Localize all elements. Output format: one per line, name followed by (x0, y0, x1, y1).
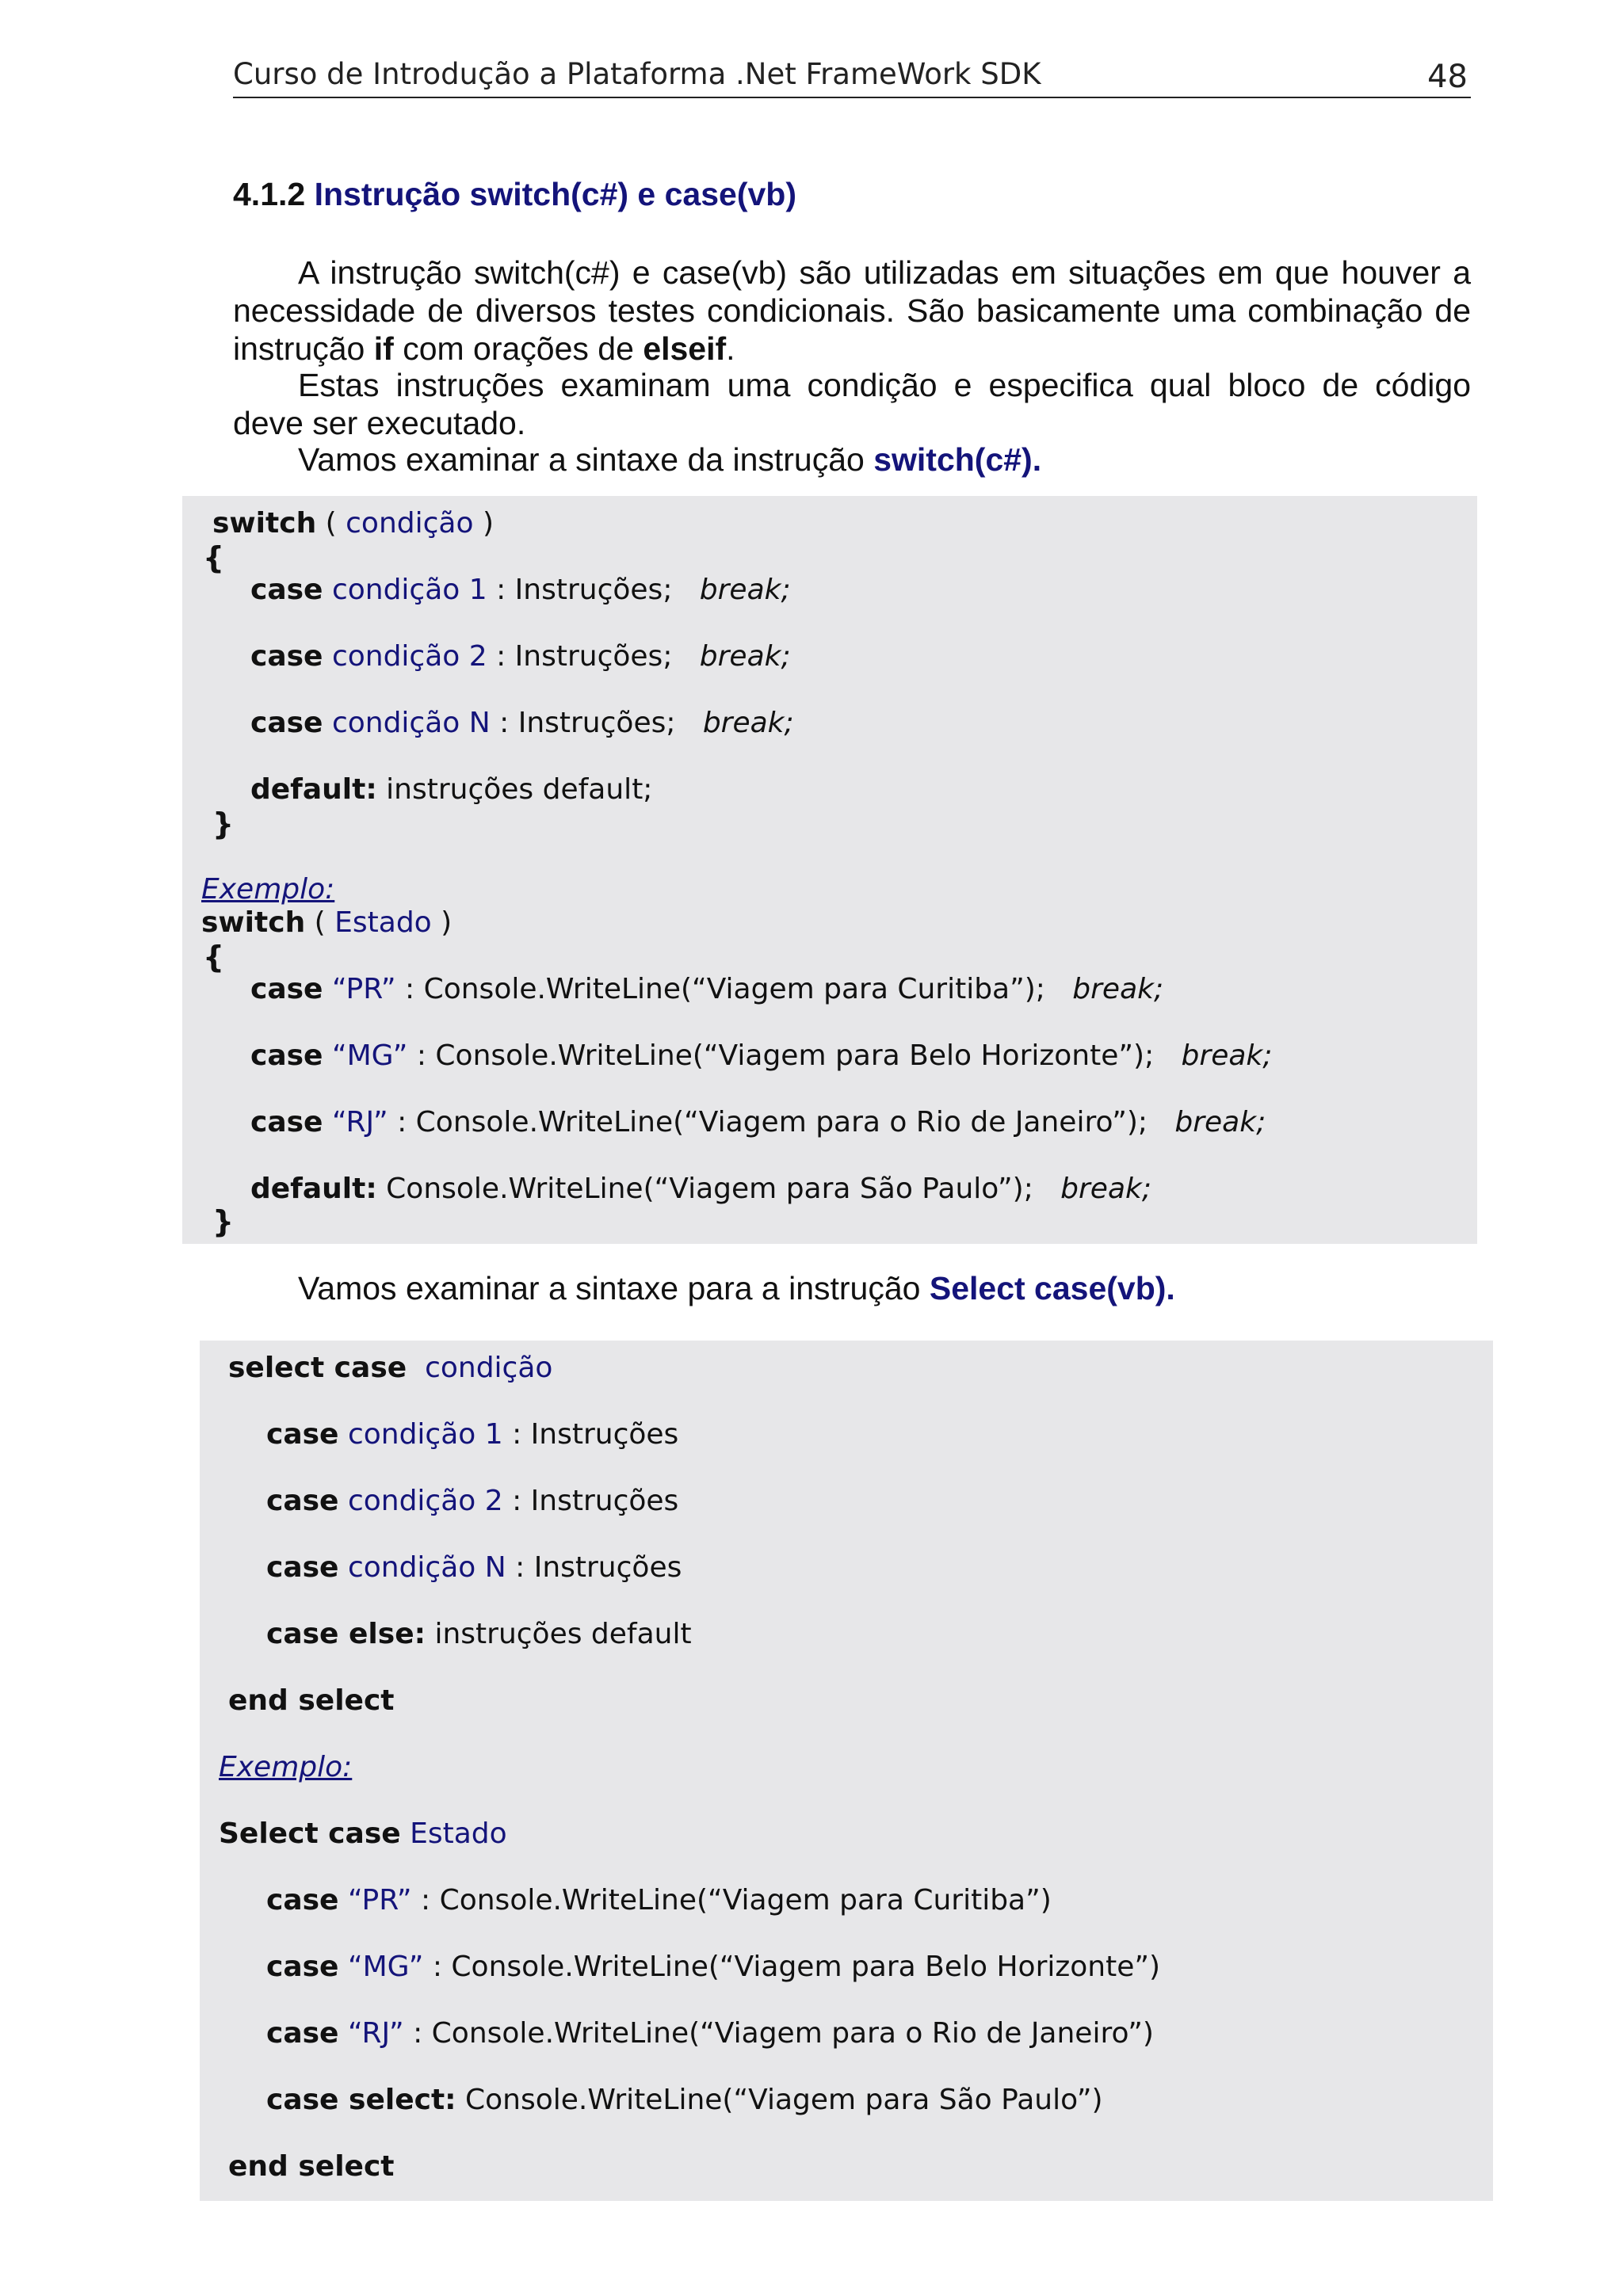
page-number: 48 (1427, 59, 1468, 95)
code-line: case “RJ” : Console.WriteLine(“Viagem para o Rio de Janeiro”) (266, 2017, 1154, 2050)
code-open-brace: { (203, 940, 225, 974)
code-line: case condição N : Instruções; break; (250, 707, 794, 739)
paragraph-vb-syntax (233, 1269, 1471, 1307)
paragraph-text: com orações de (393, 330, 643, 367)
code-line: case “PR” : Console.WriteLine(“Viagem para Curitiba”) (266, 1884, 1052, 1917)
code-line: switch ( condição ) (212, 507, 495, 540)
section-number: 4.1.2 (233, 176, 306, 212)
code-line: Select case Estado (219, 1817, 507, 1850)
code-line: case condição N : Instruções (266, 1551, 682, 1584)
code-line: default: Console.WriteLine(“Viagem para São Paulo”); break; (250, 1173, 1151, 1205)
code-line: default: instruções default; (250, 773, 653, 806)
paragraph-text: Vamos examinar a sintaxe da instrução (298, 441, 874, 478)
code-line: end select (228, 2150, 395, 2183)
keyword-if: if (373, 330, 394, 367)
code-close-brace: } (212, 1204, 235, 1239)
code-line: case condição 1 : Instruções (266, 1418, 679, 1451)
code-line: case select: Console.WriteLine(“Viagem para São Paulo”) (266, 2084, 1103, 2116)
code-line: case “RJ” : Console.WriteLine(“Viagem para o Rio de Janeiro”); break; (250, 1106, 1266, 1138)
example-label: Exemplo: (219, 1751, 353, 1783)
code-line: case condição 1 : Instruções; break; (250, 574, 791, 606)
section-title: Instrução switch(c#) e case(vb) (314, 176, 796, 212)
code-open-brace: { (203, 540, 225, 575)
paragraph-intro (233, 254, 1471, 368)
paragraph-switch-syntax (233, 441, 1471, 479)
code-line: select case condição (228, 1352, 553, 1384)
header-title: Curso de Introdução a Plataforma .Net FrameWork SDK (233, 57, 1041, 91)
paragraph-text: Vamos examinar a sintaxe para a instrução (298, 1270, 930, 1306)
code-line: switch ( Estado ) (201, 906, 453, 939)
section-heading (233, 176, 796, 213)
code-close-brace: } (212, 807, 235, 841)
example-label: Exemplo: (201, 873, 335, 906)
paragraph-text: Estas instruções examinam uma condição e especifica qual bloco de código deve ser executado. (233, 367, 1471, 441)
paragraph-text: A instrução switch(c#) e case(vb) são utilizadas em situações em que houver a necessidade de diversos testes condicionais. São basicamente uma combinação de instrução (233, 254, 1471, 367)
code-line: case condição 2 : Instruções; break; (250, 640, 791, 673)
code-line: case “MG” : Console.WriteLine(“Viagem para Belo Horizonte”); break; (250, 1039, 1273, 1072)
switch-syntax-ref: switch(c#). (873, 441, 1042, 478)
code-line: end select (228, 1684, 395, 1717)
code-line: case “MG” : Console.WriteLine(“Viagem para Belo Horizonte”) (266, 1951, 1161, 1983)
page-header (233, 55, 1471, 98)
code-line: case else: instruções default (266, 1618, 692, 1650)
paragraph-examine (233, 366, 1471, 442)
code-line: case condição 2 : Instruções (266, 1485, 679, 1517)
paragraph-text: . (726, 330, 735, 367)
keyword-elseif: elseif (643, 330, 727, 367)
vb-code-box (200, 1341, 1493, 2201)
code-line: case “PR” : Console.WriteLine(“Viagem para Curitiba”); break; (250, 973, 1164, 1005)
vb-syntax-ref: Select case(vb). (929, 1270, 1175, 1306)
